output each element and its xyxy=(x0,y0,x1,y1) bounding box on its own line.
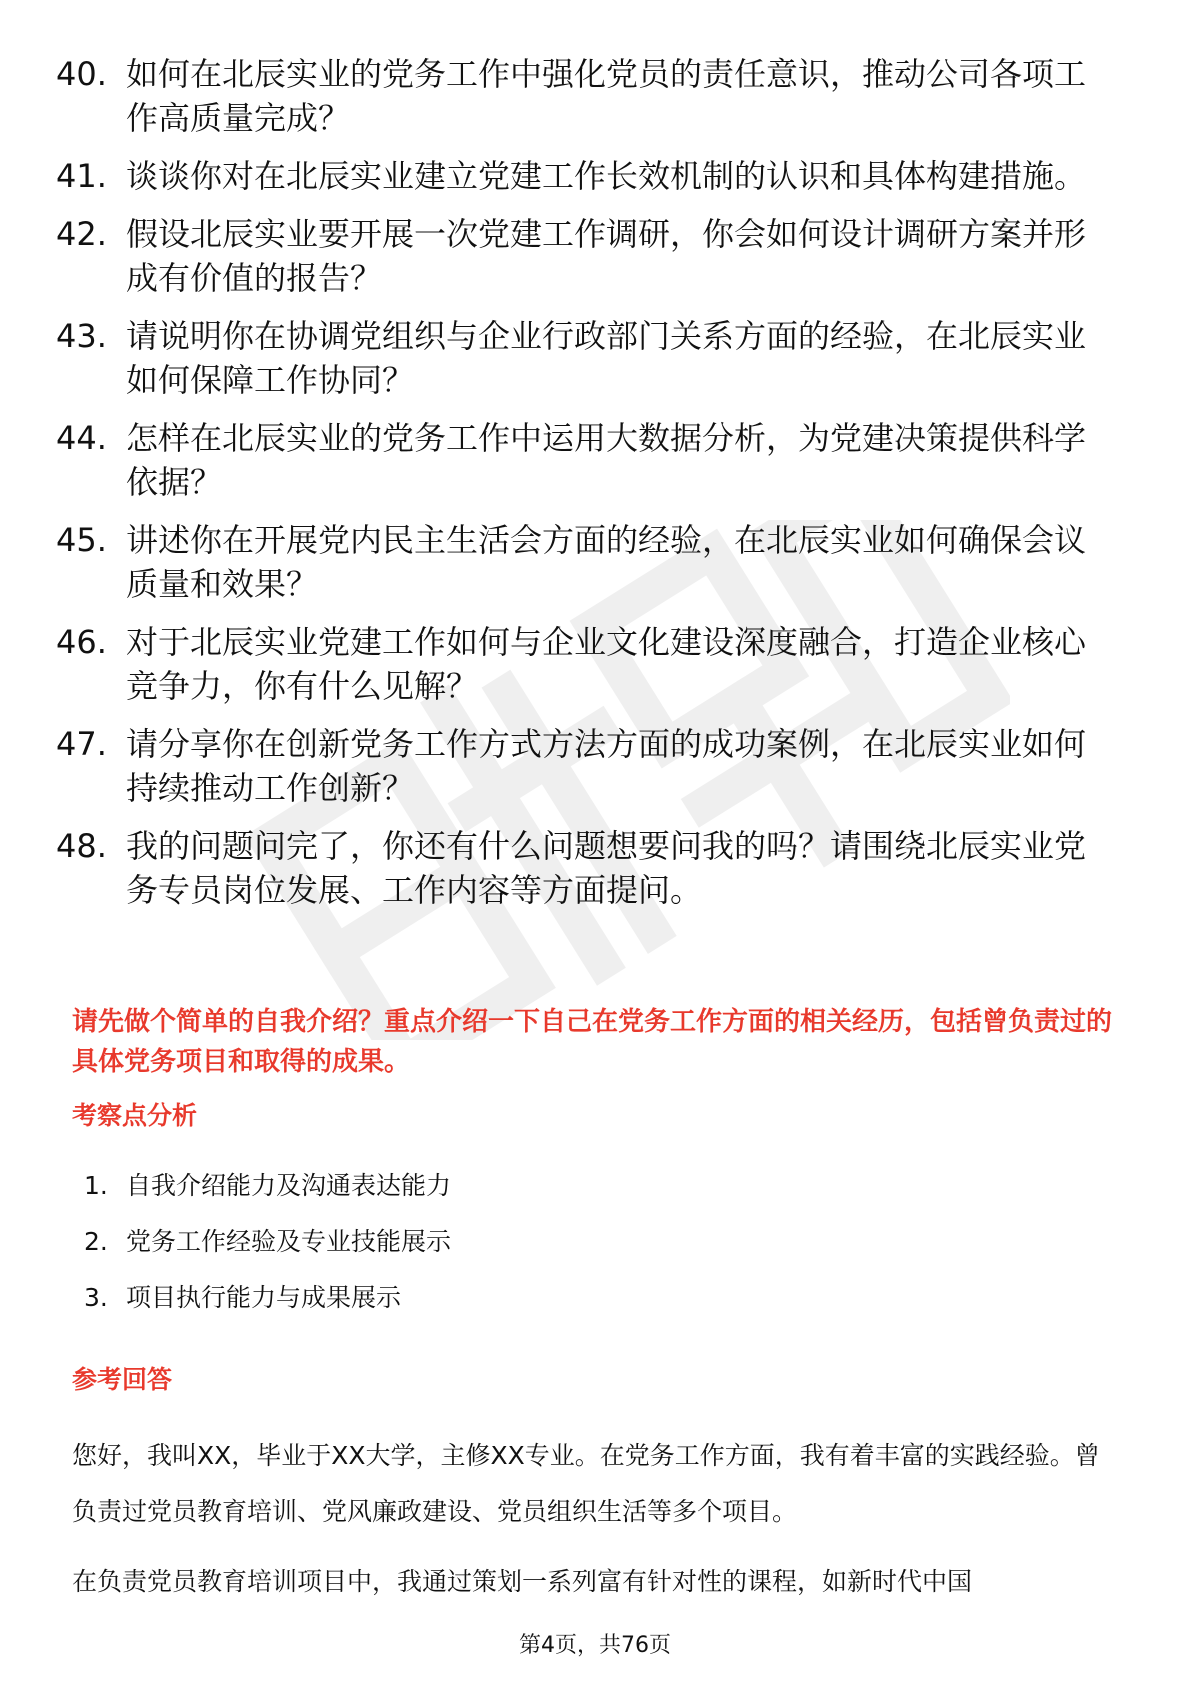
question-item xyxy=(56,722,1116,810)
question-text: 请说明你在协调党组织与企业行政部门关系方面的经验，在北辰实业如何保障工作协同？ xyxy=(126,317,1087,399)
question-item xyxy=(56,416,1116,504)
analysis-heading: 考察点分析 xyxy=(72,1101,198,1130)
point-text: 自我介绍能力及沟通表达能力 xyxy=(126,1171,452,1200)
question-text: 我的问题问完了，你还有什么问题想要问我的吗？请围绕北辰实业党务专员岗位发展、工作内容等方面提问。 xyxy=(126,827,1087,909)
answer-paragraph: 您好，我叫XX，毕业于XX大学，主修XX专业。在党务工作方面，我有着丰富的实践经验。曾负责过党员教育培训、党风廉政建设、党员组织生活等多个项目。 xyxy=(72,1441,1100,1526)
point-number: 1. xyxy=(84,1171,108,1200)
analysis-point xyxy=(84,1280,451,1316)
point-number: 3. xyxy=(84,1283,108,1312)
question-text: 请分享你在创新党务工作方式方法方面的成功案例，在北辰实业如何持续推动工作创新？ xyxy=(126,725,1087,807)
question-item xyxy=(56,314,1116,402)
point-number: 2. xyxy=(84,1227,108,1256)
question-item xyxy=(56,154,1116,198)
question-number: 40. xyxy=(56,55,107,93)
question-number: 44. xyxy=(56,419,107,457)
question-number: 48. xyxy=(56,827,107,865)
question-text: 讲述你在开展党内民主生活会方面的经验，在北辰实业如何确保会议质量和效果？ xyxy=(126,521,1087,603)
question-item xyxy=(56,620,1116,708)
question-text: 对于北辰实业党建工作如何与企业文化建设深度融合，打造企业核心竞争力，你有什么见解？ xyxy=(126,623,1087,705)
question-text: 如何在北辰实业的党务工作中强化党员的责任意识，推动公司各项工作高质量完成？ xyxy=(126,55,1087,137)
intro-question: 请先做个简单的自我介绍？重点介绍一下自己在党务工作方面的相关经历，包括曾负责过的具体党务项目和取得的成果。 xyxy=(72,1007,1113,1077)
question-number: 41. xyxy=(56,157,107,195)
question-item xyxy=(56,52,1116,140)
question-list xyxy=(56,52,1116,926)
point-text: 党务工作经验及专业技能展示 xyxy=(126,1227,452,1256)
question-number: 45. xyxy=(56,521,107,559)
answer-paragraph: 在负责党员教育培训项目中，我通过策划一系列富有针对性的课程，如新时代中国 xyxy=(72,1567,973,1596)
question-text: 谈谈你对在北辰实业建立党建工作长效机制的认识和具体构建措施。 xyxy=(126,157,1087,195)
question-number: 46. xyxy=(56,623,107,661)
question-item xyxy=(56,518,1116,606)
point-text: 项目执行能力与成果展示 xyxy=(126,1283,402,1312)
question-item xyxy=(56,824,1116,912)
answer-heading: 参考回答 xyxy=(72,1365,173,1394)
analysis-point xyxy=(84,1168,451,1204)
analysis-point-list xyxy=(84,1168,451,1336)
question-text: 怎样在北辰实业的党务工作中运用大数据分析，为党建决策提供科学依据？ xyxy=(126,419,1087,501)
question-number: 43. xyxy=(56,317,107,355)
question-item xyxy=(56,212,1116,300)
question-number: 47. xyxy=(56,725,107,763)
question-text: 假设北辰实业要开展一次党建工作调研，你会如何设计调研方案并形成有价值的报告？ xyxy=(126,215,1087,297)
page-number: 第4页，共76页 xyxy=(519,1633,671,1658)
question-number: 42. xyxy=(56,215,107,253)
analysis-point xyxy=(84,1224,451,1260)
